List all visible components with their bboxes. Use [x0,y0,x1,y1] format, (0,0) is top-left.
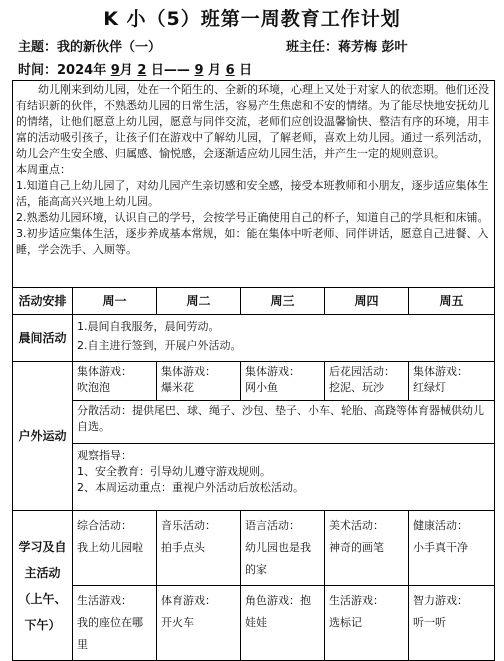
activity-title: 体育游戏： [161,594,216,607]
theme-value: 我的新伙伴（一） [57,40,162,55]
activity-title: 音乐活动： [161,519,216,532]
outdoor-game-tue [157,362,241,401]
time-day-start: 2 [137,63,147,78]
intro-paragraph: 幼儿刚来到幼儿园，处在一个陌生的、全新的环境，心理上又处于对家人的依恋期。他们还没有结识新的伙伴，不熟悉幼儿园的日常生活，容易产生焦虑和不安的情绪。为了能尽快地安抚幼儿的情绪，让他们愿意上幼儿园，愿意与同伴交流，老师们应创设温馨愉快、整洁有序的环境，用丰富的活动吸引孩子，让孩子们在游戏中了解幼儿园，了解老师，喜欢上幼儿园。通过一系列活动，幼儿会产生安全感、归属感、愉悦感，会逐渐适应幼儿园生活，并产生一定的规则意识。 [16,83,489,160]
activity-title: 美术活动： [329,519,384,532]
outdoor-game-wed [241,362,325,401]
learning-wed-2 [241,586,325,661]
teacher-label: 班主任： [286,40,339,55]
guidance-line-2: 2、本周运动重点：重视户外活动后放松活动。 [77,481,304,494]
learning-label [13,511,73,661]
plan-table [12,80,495,661]
time-line [18,59,252,78]
day-friday: 周五 [409,288,495,315]
day-tuesday: 周二 [157,288,241,315]
morning-line-2: 2.自主进行签到，开展户外活动。 [77,339,242,352]
activity-title: 生活游戏： [329,594,384,607]
time-month-end: 9 [194,63,204,78]
learning-thu-1 [325,511,409,586]
activity-title: 语言活动： [245,519,300,532]
outdoor-guidance [73,444,495,511]
outdoor-game-name: 挖泥、玩沙 [329,381,384,394]
morning-label: 晨间活动 [13,315,73,362]
morning-cell [73,315,495,362]
learning-label-line: 下午） [24,617,61,632]
activity-name: 小手真干净 [413,541,468,554]
activity-name: 选标记 [329,616,362,629]
goal-2: 2.熟悉幼儿园环境，认识自己的学号，会按学号正确使用自己的杯子，知道自己的学具柜和床铺。 [16,211,489,224]
outdoor-game-title: 集体游戏： [413,365,468,378]
theme-label: 主题： [18,40,58,55]
activity-name: 我上幼儿园啦 [77,541,143,554]
goal-1: 1.知道自己上幼儿园了，对幼儿园产生亲切感和安全感，接受本班教师和小朋友，逐步适应集体生活，能高高兴兴地上幼儿园。 [16,179,489,208]
teacher-line [286,36,408,55]
learning-mon-1 [73,511,157,586]
outdoor-game-thu [325,362,409,401]
activity-name: 幼儿园也是我的家 [245,541,311,576]
outdoor-free-activity: 分散活动：提供尾巴、球、绳子、沙包、垫子、小车、轮胎、高跷等体育器械供幼儿自选。 [73,401,495,444]
day-thursday: 周四 [325,288,409,315]
morning-line-1: 1.晨间自我服务，晨间劳动。 [77,320,220,333]
learning-fri-1 [409,511,495,586]
activity-name: 神奇的画笔 [329,541,384,554]
time-month-unit: 月 [119,63,133,78]
time-month-start: 9 [110,63,120,78]
outdoor-game-name: 红绿灯 [413,381,446,394]
activity-title: 综合活动： [77,519,132,532]
time-day-unit: 日 [150,63,164,78]
theme-line [18,36,161,55]
activity-name: 我的座位在哪里 [77,616,143,651]
learning-fri-2 [409,586,495,661]
learning-tue-1 [157,511,241,586]
outdoor-game-fri [409,362,495,401]
activity-name: 娃娃 [245,616,267,629]
goal-3: 3.初步适应集体生活，逐步养成基本常规，如：能在集体中听老师、同伴讲话，愿意自己进餐、入睡，学会洗手、入厕等。 [16,227,489,256]
activity-name: 开火车 [161,616,194,629]
time-label: 时间： [18,63,58,78]
learning-wed-1 [241,511,325,586]
outdoor-game-title: 后花园活动： [329,365,395,378]
corner-label: 活动安排 [13,288,73,315]
page-title: K 小（5）班第一周教育工作计划 [103,8,401,30]
time-month-unit-2: 月 [208,63,222,78]
activity-title: 健康活动： [413,519,468,532]
intro-cell [13,81,495,288]
outdoor-game-title: 集体游戏： [245,365,300,378]
outdoor-game-name: 爆米花 [161,381,194,394]
outdoor-game-title: 集体游戏： [161,365,216,378]
time-day-unit-2: 日 [239,63,253,78]
activity-title: 生活游戏： [77,594,132,607]
day-monday: 周一 [73,288,157,315]
guidance-title: 观察指导： [77,449,132,462]
goals-title: 本周重点： [16,163,71,176]
activity-name: 拍手点头 [161,541,205,554]
outdoor-game-name: 吹泡泡 [77,381,110,394]
time-separator: —— [163,63,190,78]
guidance-line-1: 1、安全教育：引导幼儿遵守游戏规则。 [77,465,271,478]
outdoor-game-title: 集体游戏： [77,365,132,378]
time-day-end: 6 [225,63,235,78]
activity-name: 听一听 [413,616,446,629]
learning-thu-2 [325,586,409,661]
learning-mon-2 [73,586,157,661]
outdoor-game-name: 网小鱼 [245,381,278,394]
outdoor-game-mon [73,362,157,401]
activity-title: 智力游戏： [413,594,468,607]
learning-label-line: 学习及自 [18,539,67,554]
learning-label-line: （上午、 [18,591,67,606]
learning-label-line: 主活动 [24,565,61,580]
time-year: 2024年 [57,63,107,78]
learning-tue-2 [157,586,241,661]
day-wednesday: 周三 [241,288,325,315]
teacher-value: 蒋芳梅 彭叶 [338,40,408,55]
activity-title: 角色游戏：抱 [245,594,311,607]
outdoor-label: 户外运动 [13,362,73,511]
